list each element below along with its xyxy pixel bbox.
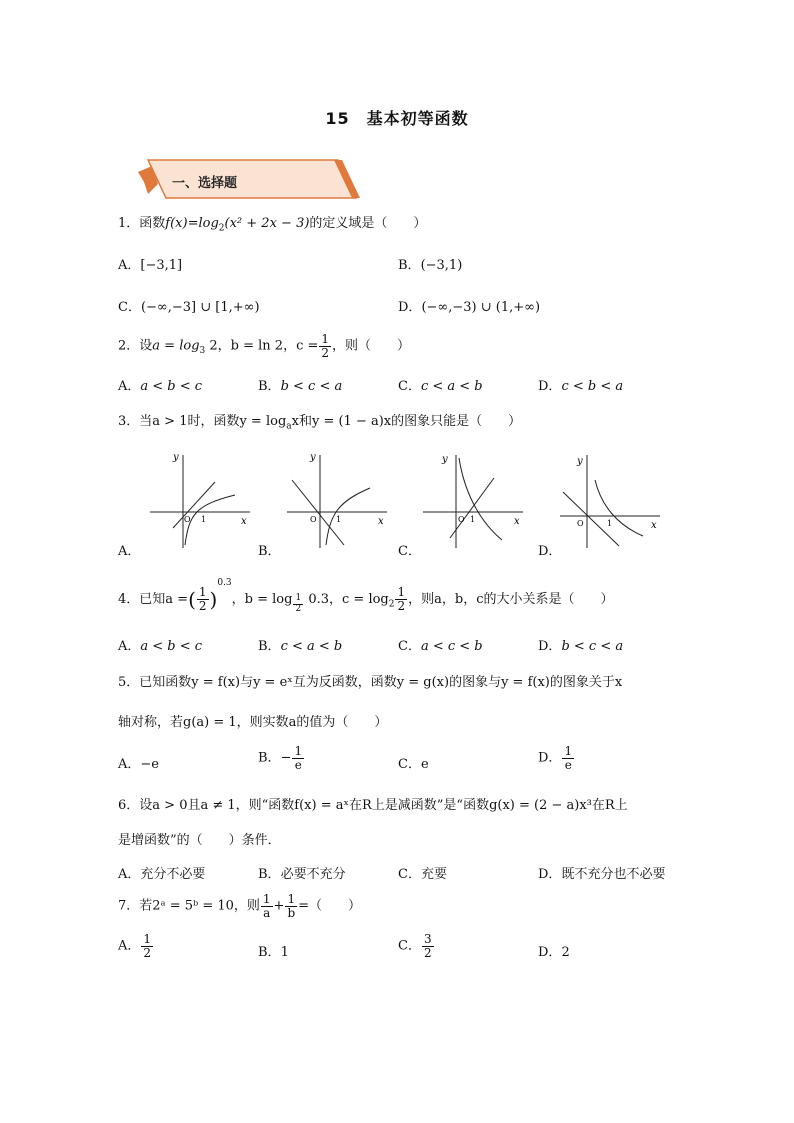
q1-option-b[interactable]: B．(−3,1) [398,258,463,273]
question-4: 4．已知a =( $\frac{1}{2}$ )$^{0.3}$，b = log $_{\frac{1}{2}}$ 0.3，$c = \log_2$ $\frac{1}{2}$ ，则a，b，c的大小关系是（ ） [118,578,614,614]
q5-option-c[interactable]: C．e [398,757,429,772]
q3-option-d[interactable]: D． [538,544,562,559]
question-7: 7．若2ᵃ = 5ᵇ = 10，则 $\frac{1}{a}$ + $\frac{1}{b}$ =（ ） [118,892,362,920]
x-axis-label: x [241,516,247,527]
q5-option-d[interactable]: D． $\frac{1}{e}$ [538,744,573,772]
question-5-line-1: 5．已知函数y = f(x)与y = eˣ互为反函数，函数y = g(x)的图象与y = f(x)的图象关于x [118,675,623,690]
q1-option-c[interactable]: C．(−∞,−3] ∪ [1,+∞) [118,300,260,315]
q2-option-c[interactable]: C．c < a < b [398,379,483,394]
one-label: 1 [201,515,207,524]
q5-option-a[interactable]: A．−e [118,757,159,772]
section-title: 一、选择题 [172,176,238,191]
graph-b[interactable] [282,450,392,550]
graph-c[interactable] [418,450,528,550]
q6-option-b[interactable]: B．必要不充分 [258,867,346,882]
q7-option-d[interactable]: D．2 [538,945,570,960]
q4-option-c[interactable]: C．a < c < b [398,639,483,654]
q7-option-c[interactable]: C． $\frac{3}{2}$ [398,932,432,960]
q5-option-b[interactable]: B．− $\frac{1}{e}$ [258,744,303,772]
q2-option-a[interactable]: A．a < b < c [118,379,203,394]
one-label: 1 [607,519,613,528]
y-axis-label: y [310,452,316,463]
y-axis-label: y [577,456,583,467]
graph-d[interactable] [555,450,665,550]
q2-option-b[interactable]: B．b < c < a [258,379,343,394]
q4-option-a[interactable]: A．a < b < c [118,639,203,654]
q7-option-b[interactable]: B．1 [258,945,289,960]
page-title: 15 基本初等函数 [325,109,469,128]
origin-label: O [184,515,191,524]
origin-label: O [577,519,584,528]
q3-option-a[interactable]: A． [118,544,141,559]
x-axis-label: x [514,516,520,527]
x-axis-label: x [378,516,384,527]
q1-option-a[interactable]: A．[−3,1] [118,258,183,273]
q4-option-b[interactable]: B．c < a < b [258,639,343,654]
y-axis-label: y [442,454,448,465]
question-6-line-2: 是增函数”的（ ）条件． [118,833,281,848]
q7-option-a[interactable]: A． $\frac{1}{2}$ [118,932,152,960]
q6-option-a[interactable]: A．充分不必要 [118,867,206,882]
x-axis-label: x [651,520,657,531]
y-axis-label: y [173,452,179,463]
q3-option-c[interactable]: C． [398,544,421,559]
q6-option-d[interactable]: D．既不充分也不必要 [538,867,666,882]
q4-option-d[interactable]: D．b < c < a [538,639,624,654]
graph-a[interactable] [145,450,255,550]
q3-option-b[interactable]: B． [258,544,281,559]
question-5-line-2: 轴对称，若g(a) = 1，则实数a的值为（ ） [118,715,388,730]
q1-option-d[interactable]: D．(−∞,−3) ∪ (1,+∞) [398,300,541,315]
q6-option-c[interactable]: C．充要 [398,867,447,882]
origin-label: O [458,515,465,524]
origin-label: O [310,515,317,524]
question-1: 1．函数$f(x)=\log_2(x^2 + 2x - 3)$的定义域是（ ） [118,216,427,234]
question-3: 3．当a > 1时，函数$y = \log_ax$和y = (1 − a)x的图象只能是（ ） [118,414,522,432]
one-label: 1 [470,515,476,524]
q2-option-d[interactable]: D．c < b < a [538,379,624,394]
question-6-line-1: 6．设a > 0且a ≠ 1，则“函数f(x) = aˣ在R上是减函数”是“函数g(x) = (2 − a)x³在R上 [118,798,628,813]
question-2: 2．设$a = \log_3 2$，b = ln 2，c = $\frac{1}{2}$ ，则（ ） [118,332,411,360]
one-label: 1 [336,515,342,524]
